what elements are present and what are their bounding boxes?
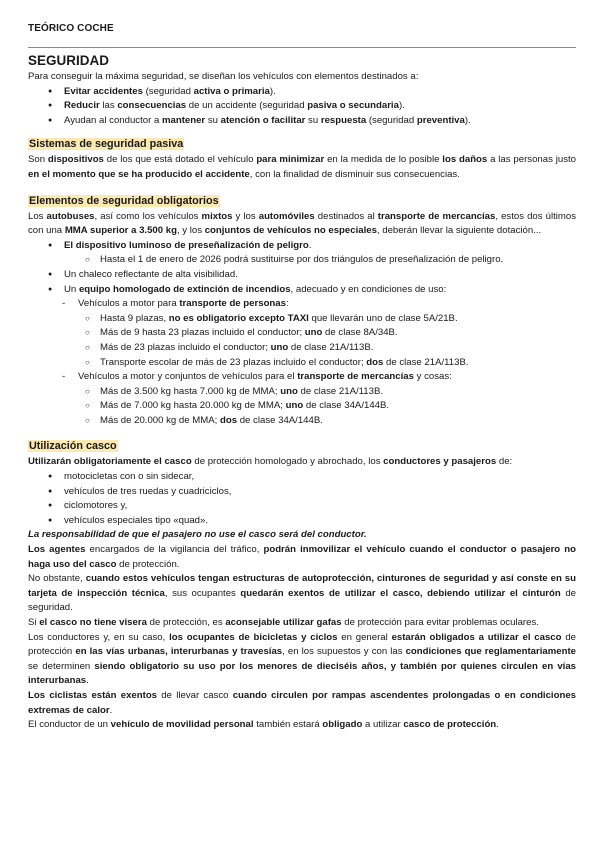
- helmet-list: [28, 470, 576, 528]
- list-item: ● Un equipo homologado de extinción de incendios, adecuado y en condiciones de uso:: [28, 283, 576, 298]
- helmet-paragraph-1: Utilizarán obligatoriamente el casco de protección homologado y abrochado, los conductores y pasajeros de:: [28, 456, 513, 468]
- helmet-paragraph-2: Los agentes encargados de la vigilancia del tráfico, podrán inmovilizar el vehículo cuando el conductor o pasajero no haga uso del casco de protección.: [28, 544, 576, 570]
- list-dash-item: - Vehículos a motor y conjuntos de vehículos para el transporte de mercancías y cosas:: [28, 370, 576, 385]
- mandatory-paragraph: Los autobuses, así como los vehículos mixtos y los automóviles destinados al transporte de mercancías, estos dos últimos con una MMA superior a 3.500 kg, y los conjuntos de vehículos no especiales, deberán llevar la siguiente dotación...: [28, 210, 576, 237]
- section-heading-mandatory: Elementos de seguridad obligatorios: [29, 194, 219, 207]
- mandatory-list: [28, 239, 576, 429]
- section-heading-passive: Sistemas de seguridad pasiva: [29, 138, 184, 151]
- list-subitem: ○ Más de 20.000 kg de MMA; dos de clase 34A/144B.: [28, 414, 576, 429]
- list-subitem: ○ Más de 23 plazas incluido el conductor; uno de clase 21A/113B.: [28, 341, 576, 356]
- list-item: ● Evitar accidentes (seguridad activa o primaria).: [28, 85, 576, 100]
- list-dash-item: - Vehículos a motor para transporte de personas:: [28, 297, 576, 312]
- section-heading-helmet: Utilización casco: [29, 440, 117, 453]
- list-item: ● vehículos especiales tipo «quad».: [28, 514, 576, 529]
- list-subitem: ○ Más de 7.000 kg hasta 20.000 kg de MMA; uno de clase 34A/144B.: [28, 399, 576, 414]
- helmet-paragraph-6: Los ciclistas están exentos de llevar casco cuando circulen por rampas ascendentes prolongadas o en condiciones extremas de calor.: [28, 689, 576, 716]
- list-item: ● ciclomotores y,: [28, 499, 576, 514]
- document-header: TEÓRICO COCHE: [28, 23, 114, 34]
- document-body: [28, 52, 576, 733]
- list-item: ● Un chaleco reflectante de alta visibilidad.: [28, 268, 576, 283]
- list-item: ● motocicletas con o sin sidecar,: [28, 470, 576, 485]
- helmet-paragraph-7: El conductor de un vehículo de movilidad personal también estará obligado a utilizar casco de protección.: [28, 719, 499, 731]
- list-item: ● Reducir las consecuencias de un accidente (seguridad pasiva o secundaria).: [28, 99, 576, 114]
- page-title: SEGURIDAD: [28, 53, 110, 68]
- intro-list: [28, 85, 576, 129]
- list-subitem: ○ Hasta 9 plazas, no es obligatorio excepto TAXI que llevarán uno de clase 5A/21B.: [28, 312, 576, 327]
- list-subitem: ○ Hasta el 1 de enero de 2026 podrá sustituirse por dos triángulos de preseñalización de peligro.: [28, 253, 576, 268]
- list-subitem: ○ Más de 3.500 kg hasta 7.000 kg de MMA; uno de clase 21A/113B.: [28, 385, 576, 400]
- list-subitem: ○ Más de 9 hasta 23 plazas incluido el conductor; uno de clase 8A/34B.: [28, 326, 576, 341]
- passive-paragraph: Son dispositivos de los que está dotado el vehículo para minimizar en la medida de lo posible los daños a las personas justo en el momento que se ha producido el accidente, con la finalidad de disminuir sus consecuencias.: [28, 154, 576, 180]
- helmet-paragraph-3: No obstante, cuando estos vehículos tengan estructuras de autoprotección, cinturones de seguridad y así conste en su tarjeta de inspección técnica, sus ocupantes quedarán exentos de utilizar el casco, debiendo utilizar el cinturón de seguridad.: [28, 573, 576, 614]
- list-subitem: ○ Transporte escolar de más de 23 plazas incluido el conductor; dos de clase 21A/113B.: [28, 356, 576, 371]
- list-item: ● vehículos de tres ruedas y cuadriciclos,: [28, 485, 576, 500]
- helmet-italic-note: La responsabilidad de que el pasajero no use el casco será del conductor.: [28, 529, 367, 541]
- list-item: ● Ayudan al conductor a mantener su atención o facilitar su respuesta (seguridad preventiva).: [28, 114, 576, 129]
- header-divider: [28, 47, 576, 48]
- helmet-paragraph-5: Los conductores y, en su caso, los ocupantes de bicicletas y ciclos en general estarán obligados a utilizar el casco de protección en las vías urbanas, interurbanas y travesías, en los supuestos y con las condiciones que reglamentariamente se determinen siendo obligatorio su uso por los menores de dieciséis años, y también por quienes circulen en vías interurbanas.: [28, 631, 576, 687]
- list-item: ● El dispositivo luminoso de preseñalización de peligro.: [28, 239, 576, 254]
- intro-paragraph: Para conseguir la máxima seguridad, se diseñan los vehículos con elementos destinados a:: [28, 71, 419, 82]
- helmet-paragraph-4: Si el casco no tiene visera de protección, es aconsejable utilizar gafas de protección para evitar problemas oculares.: [28, 617, 539, 628]
